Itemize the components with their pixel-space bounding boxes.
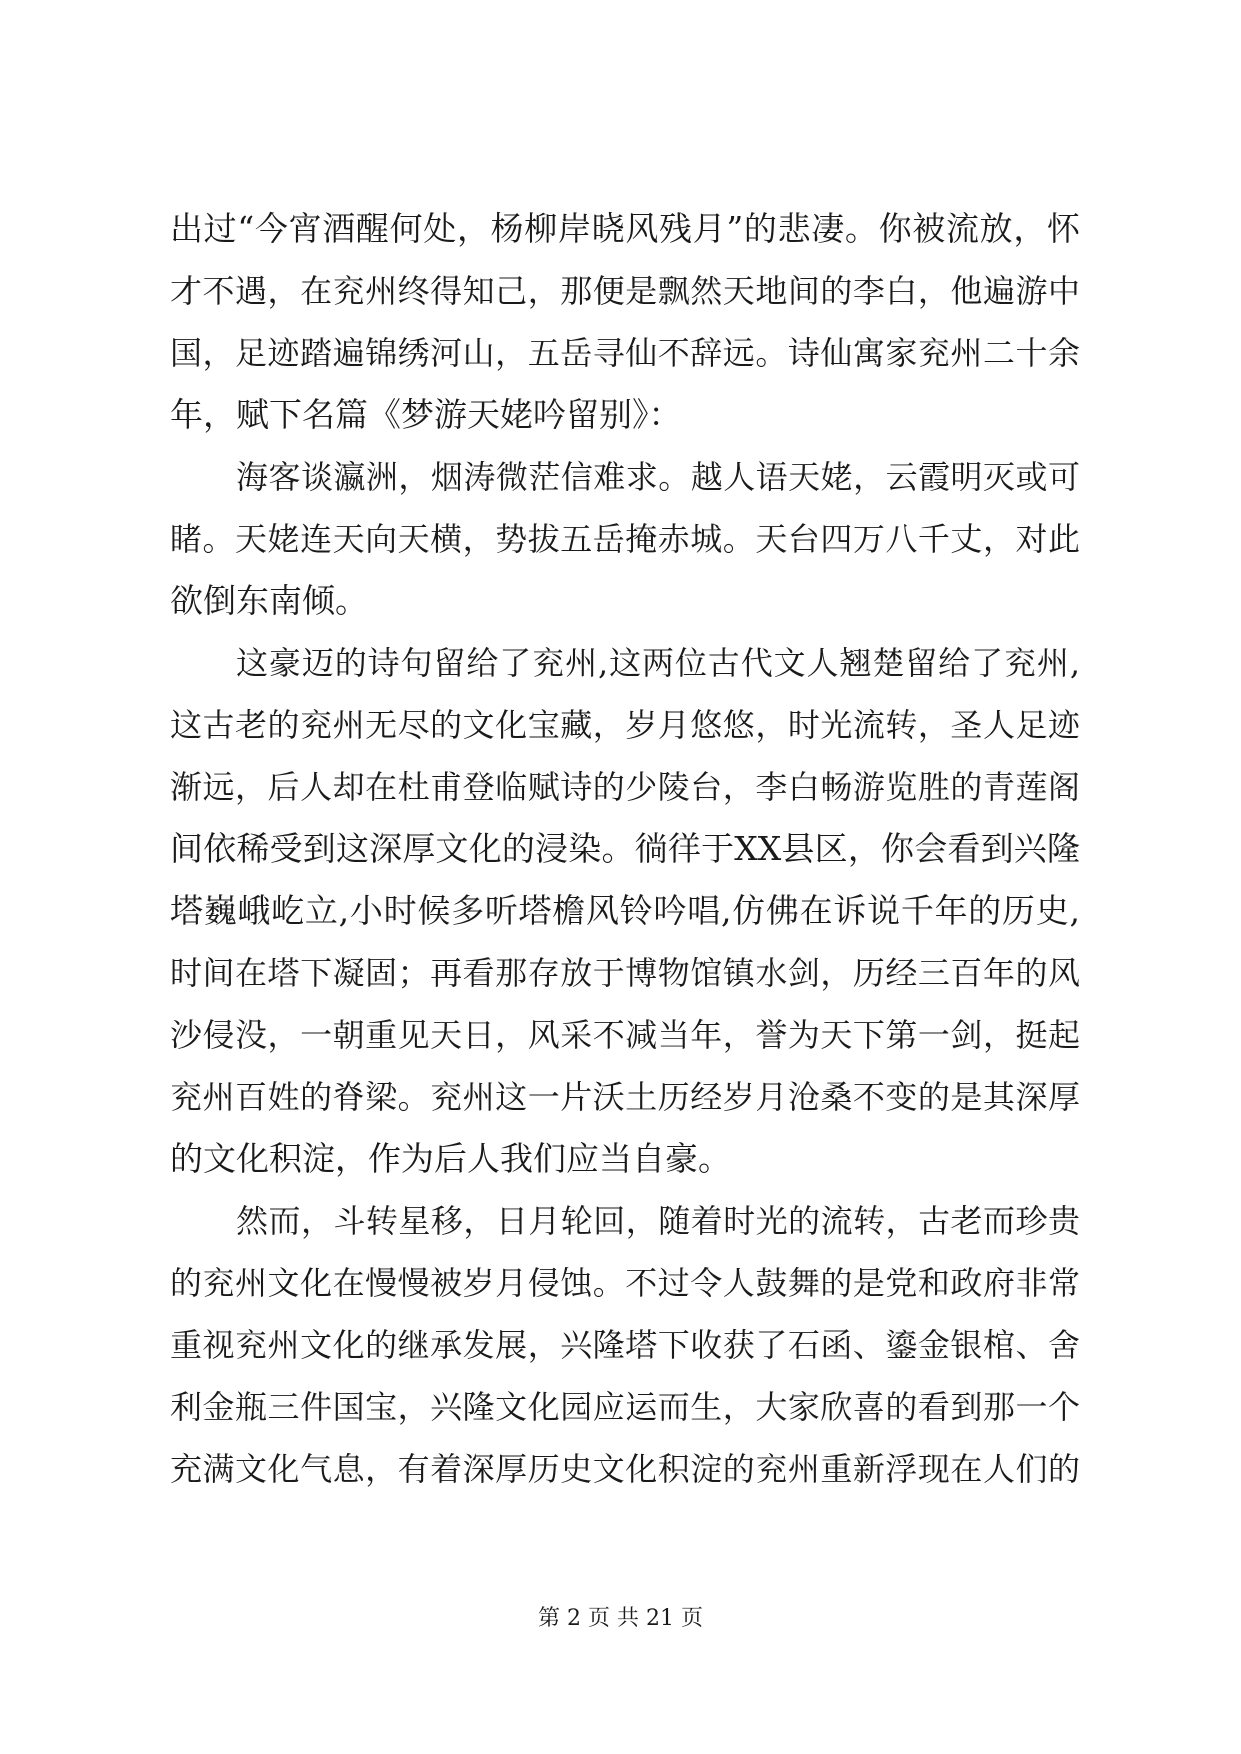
text-line: 塔巍峨屹立,小时候多听塔檐风铃吟唱,仿佛在诉说千年的历史, [170, 891, 1080, 930]
text-line: 才不遇，在兖州终得知己，那便是飘然天地间的李白，他遍游中 [170, 272, 1080, 310]
text-line: 兖州百姓的脊梁。兖州这一片沃土历经岁月沧桑不变的是其深厚 [170, 1078, 1080, 1116]
text-line: 利金瓶三件国宝，兴隆文化园应运而生，大家欣喜的看到那一个 [170, 1388, 1080, 1426]
text-line: 重视兖州文化的继承发展，兴隆塔下收获了石函、鎏金银棺、舍 [170, 1326, 1080, 1364]
text-line: 海客谈瀛洲，烟涛微茫信难求。越人语天姥，云霞明灭或可 [236, 458, 1080, 496]
text-line: 然而，斗转星移，日月轮回，随着时光的流转，古老而珍贵 [236, 1202, 1080, 1240]
text-line: 睹。天姥连天向天横，势拔五岳掩赤城。天台四万八千丈，对此 [170, 520, 1080, 558]
text-line: 这古老的兖州无尽的文化宝藏，岁月悠悠，时光流转，圣人足迹 [170, 706, 1080, 744]
page-number-footer: 第 2 页 共 21 页 [538, 1606, 703, 1631]
text-line: 的兖州文化在慢慢被岁月侵蚀。不过令人鼓舞的是党和政府非常 [170, 1264, 1080, 1302]
text-line: 充满文化气息，有着深厚历史文化积淀的兖州重新浮现在人们的 [170, 1450, 1080, 1488]
text-line: 欲倒东南倾。 [170, 581, 368, 620]
text-line: 渐远，后人却在杜甫登临赋诗的少陵台，李白畅游览胜的青莲阁 [170, 768, 1080, 806]
text-line: 时间在塔下凝固；再看那存放于博物馆镇水剑，历经三百年的风 [170, 954, 1080, 992]
text-line: 间依稀受到这深厚文化的浸染。徜徉于XX县区，你会看到兴隆 [170, 829, 1080, 868]
text-line: 年，赋下名篇《梦游天姥吟留别》： [170, 395, 682, 434]
text-line: 的文化积淀，作为后人我们应当自豪。 [170, 1139, 731, 1178]
text-line: 国，足迹踏遍锦绣河山，五岳寻仙不辞远。诗仙寓家兖州二十余 [170, 334, 1080, 372]
text-line: 出过“今宵酒醒何处，杨柳岸晓风残月”的悲凄。你被流放，怀 [170, 209, 1080, 248]
text-line: 沙侵没，一朝重见天日，风采不减当年，誉为天下第一剑，挺起 [170, 1016, 1080, 1054]
text-line: 这豪迈的诗句留给了兖州,这两位古代文人翘楚留给了兖州, [236, 644, 1080, 682]
